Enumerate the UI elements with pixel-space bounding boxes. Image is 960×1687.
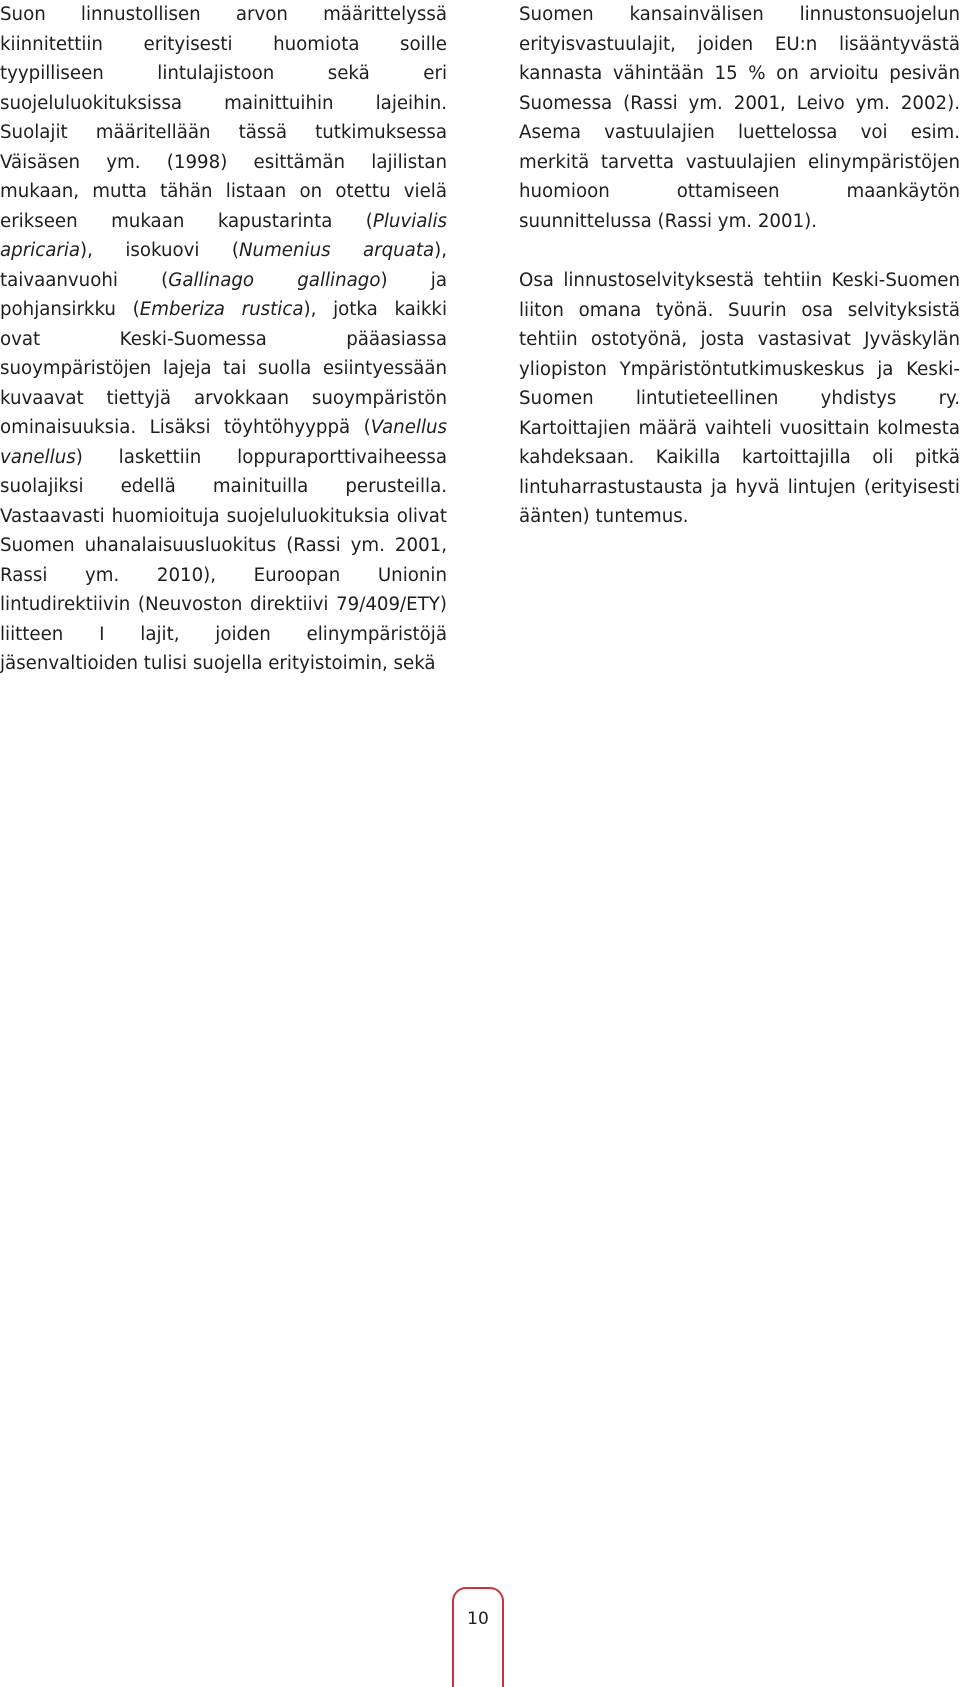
left-paragraph-1 xyxy=(0,0,447,679)
species-name-pluvialis: Pluvialis apricaria xyxy=(0,210,447,261)
text-fragment: ), jotka kaikki ovat Keski-Suomessa pääasiassa suoympäristöjen lajeja tai suolla esiintyessään kuvaavat tiettyjä arvokkaan suoympäristön ominaisuuksia. Lisäksi töyhtöhyyppä ( xyxy=(0,299,447,438)
right-paragraph-1: Suomen kansainvälisen linnustonsuojelun erityisvastuulajit, joiden EU:n lisääntyvästä kannasta vähintään 15 % on arvioitu pesivän Suomessa (Rassi ym. 2001, Leivo ym. 2002). Asema vastuulajien luettelossa voi esim. merkitä tarvetta vastuulajien elinympäristöjen huomioon ottamiseen maankäytön suunnittelussa (Rassi ym. 2001). xyxy=(519,4,960,232)
text-fragment: Suon linnustollisen arvon määrittelyssä kiinnitettiin erityisesti huomiota soille tyypilliseen lintulajistoon sekä eri suojeluluokituksissa mainittuihin lajeihin. Suolajit määritellään tässä tutkimuksessa Väisäsen ym. (1998) esittämän lajilistan mukaan, mutta tähän listaan on otettu vielä erikseen mukaan kapustarinta ( xyxy=(0,4,447,232)
species-name-numenius: Numenius arquata xyxy=(238,240,435,261)
species-name-emberiza: Emberiza rustica xyxy=(139,299,304,320)
left-column xyxy=(0,0,447,679)
right-paragraph-2: Osa linnustoselvityksestä tehtiin Keski-Suomen liiton omana työnä. Suurin osa selvityksistä tehtiin ostotyönä, josta vastasivat Jyväskylän yliopiston Ympäristöntutkimuskeskus ja Keski-Suomen lintutieteellinen yhdistys ry. Kartoittajien määrä vaihteli vuosittain kolmesta kahdeksaan. Kaikilla kartoittajilla oli pitkä lintuharrastustausta ja hyvä lintujen (erityisesti äänten) tuntemus. xyxy=(519,270,960,527)
page-number: 10 xyxy=(467,1609,489,1629)
text-fragment: ) laskettiin loppuraporttivaiheessa suolajiksi edellä mainituilla perusteilla. Vastaavasti huomioituja suojeluluokituksia olivat Suomen uhanalaisuusluokitus (Rassi ym. 2001, Rassi ym. 2010), Euroopan Unionin lintudirektiivin (Neuvoston direktiivi 79/409/ETY) liitteen I lajit, joiden elinympäristöjä jäsenvaltioiden tulisi suojella erityistoimin, sekä xyxy=(0,446,447,674)
right-column xyxy=(519,0,960,532)
species-name-gallinago: Gallinago gallinago xyxy=(168,269,381,291)
text-fragment: ) ja pohjansirkku ( xyxy=(0,269,447,320)
text-fragment: ), isokuovi ( xyxy=(80,240,239,261)
text-fragment: ), taivaanvuohi ( xyxy=(0,240,447,291)
page-number-tab xyxy=(452,1587,504,1687)
species-name-vanellus: Vanellus vanellus xyxy=(0,417,447,468)
